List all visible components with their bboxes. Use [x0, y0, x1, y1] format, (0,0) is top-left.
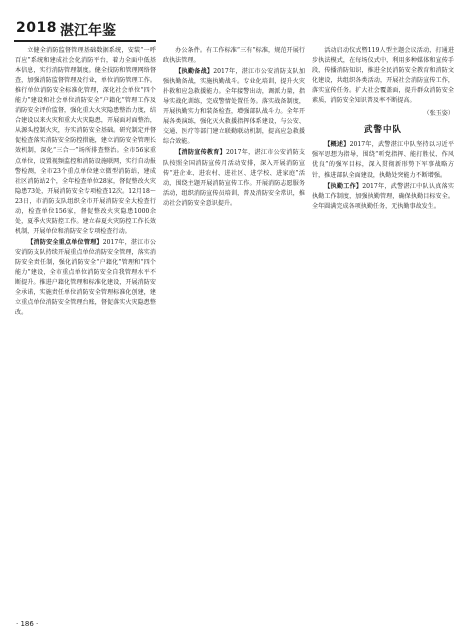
section-paragraph [163, 67, 305, 147]
paragraph: 办公条件。有工作标准“三有”标准，规范开展行政执法管理。 [163, 47, 305, 65]
header-rule [14, 40, 156, 42]
text-column-3 [312, 46, 454, 212]
section-paragraph [312, 182, 454, 212]
paragraph: 立健全消防监督管理基础数据系统，安装“一呼百应”系统和建成社会化消防平台，着力全面中低基本信息，实行消防管理制度。健全技防和管理网络督查，加强消防监督管理及行业，单位消防管理工作。推行单位消防安全标准化管理，深化社会单位“四个能力”建设和社会单位消防安全“户籍化”管理工作及消防安全评价监督，强化重大火灾隐患整治力度，结合建设以来火灾和重大火灾隐患，开展面对面整治，从源头控制火灾，夯实消防安全基础。研究制定并督促检查落实消防安全防控措施，建立消防安全管理长效机制，深化“三合一”场所排查整治。全市56家重点单位，设置视频监控和消防设施联网，实行自动报警检测，全市23个重点单位建立微型消防站，建成社区消防站2个，全年检查单位28家，督促整改火灾隐患73处，开展消防安全专项检查12次。12月18～23日，市消防支队组织全市开展消防安全大检查行动，检查单位156家，督促整改火灾隐患1000余处，夏季火灾防控工作。建立春夏火灾防控工作长效机制，开展单位和消防安全专项检查行动。 [15, 47, 156, 235]
section-paragraph [15, 238, 156, 318]
author-byline: （张玉姿） [423, 110, 454, 118]
paragraph-text: 2017年，湛江市公安消防支队加强执勤备战，实施执勤战斗。专业化培训，提升火灾扑救和应急救援能力。全年接警出动，调派力量，指导实战化训练，完成警情处置任务。落实战备制度，开展执勤实力和装备检查，增强部队战斗力。全年开展各类演练，强化灭火救援指挥体系建设，与公安、交通、医疗等部门建立联勤联动机制，提高应急救援综合效能。 [163, 68, 306, 146]
page-header-title: 湛江年鉴 [60, 23, 116, 39]
section-heading: 【消防安全重点单位管理】 [27, 238, 103, 246]
paragraph: 活动启动仪式暨119人型主题会议活动，打通进步执法模式，在每场仪式中，利用多种媒体和宣传手段，传播消防知识，推进全民消防安全教育和消防文化建设，共组织各类活动，开展社会消防宣传工作，落实宣传任务。扩大社会覆盖面，提升群众消防安全素质，消防安全知识普及率不断提高。 [312, 47, 454, 105]
paragraph-text: 2017年，湛江市公安消防支队持续开展重点单位消防安全管理，落实消防安全责任制，强化消防安全“户籍化”管理和“四个能力”建设，全市重点单位消防安全自我管理水平不断提升。推进户籍化管理和标准化建设，开展消防安全承诺，实施责任单位消防安全管理标准化创建，建立重点单位消防安全管理台账，督促落实火灾隐患整改。 [15, 238, 156, 317]
page-number: · 186 · [16, 620, 39, 628]
section-heading: 【概述】 [324, 141, 350, 149]
page-header-year: 2018 [16, 20, 57, 36]
section-heading: 【消防宣传教育】 [175, 149, 226, 157]
section-heading: 【执勤工作】 [324, 182, 363, 190]
section-heading: 【执勤备战】 [175, 68, 214, 76]
paragraph-text: 2017年，武警湛江中队坚持以习近平强军思想为指导，围绕“听党指挥、能打胜仗、作风优良”的强军目标，深入贯彻新形势下军事战略方针，推进部队全面建设，执勤处突能力不断增强。 [312, 141, 454, 179]
text-column-1 [15, 46, 156, 318]
section-paragraph [163, 148, 305, 208]
paragraph-text: 2017年，湛江市公安消防支队按照全国消防宣传月活动安排，深入开展消防宣传“进企业、进农村、进社区、进学校、进家庭”活动，围绕主题开展消防宣传工作。开展消防志愿服务活动，组织消防宣传员培训，普及消防安全常识，推动社会消防安全意识提升。 [163, 149, 306, 207]
text-column-2 [163, 46, 305, 209]
section-paragraph [312, 140, 454, 180]
paragraph-text: 2017年，武警湛江中队认真落实执勤工作制度，加强执勤管理，确保执勤目标安全。全年圆满完成各项执勤任务，无执勤事故发生。 [312, 182, 455, 210]
section-title: 武警中队 [363, 125, 402, 136]
